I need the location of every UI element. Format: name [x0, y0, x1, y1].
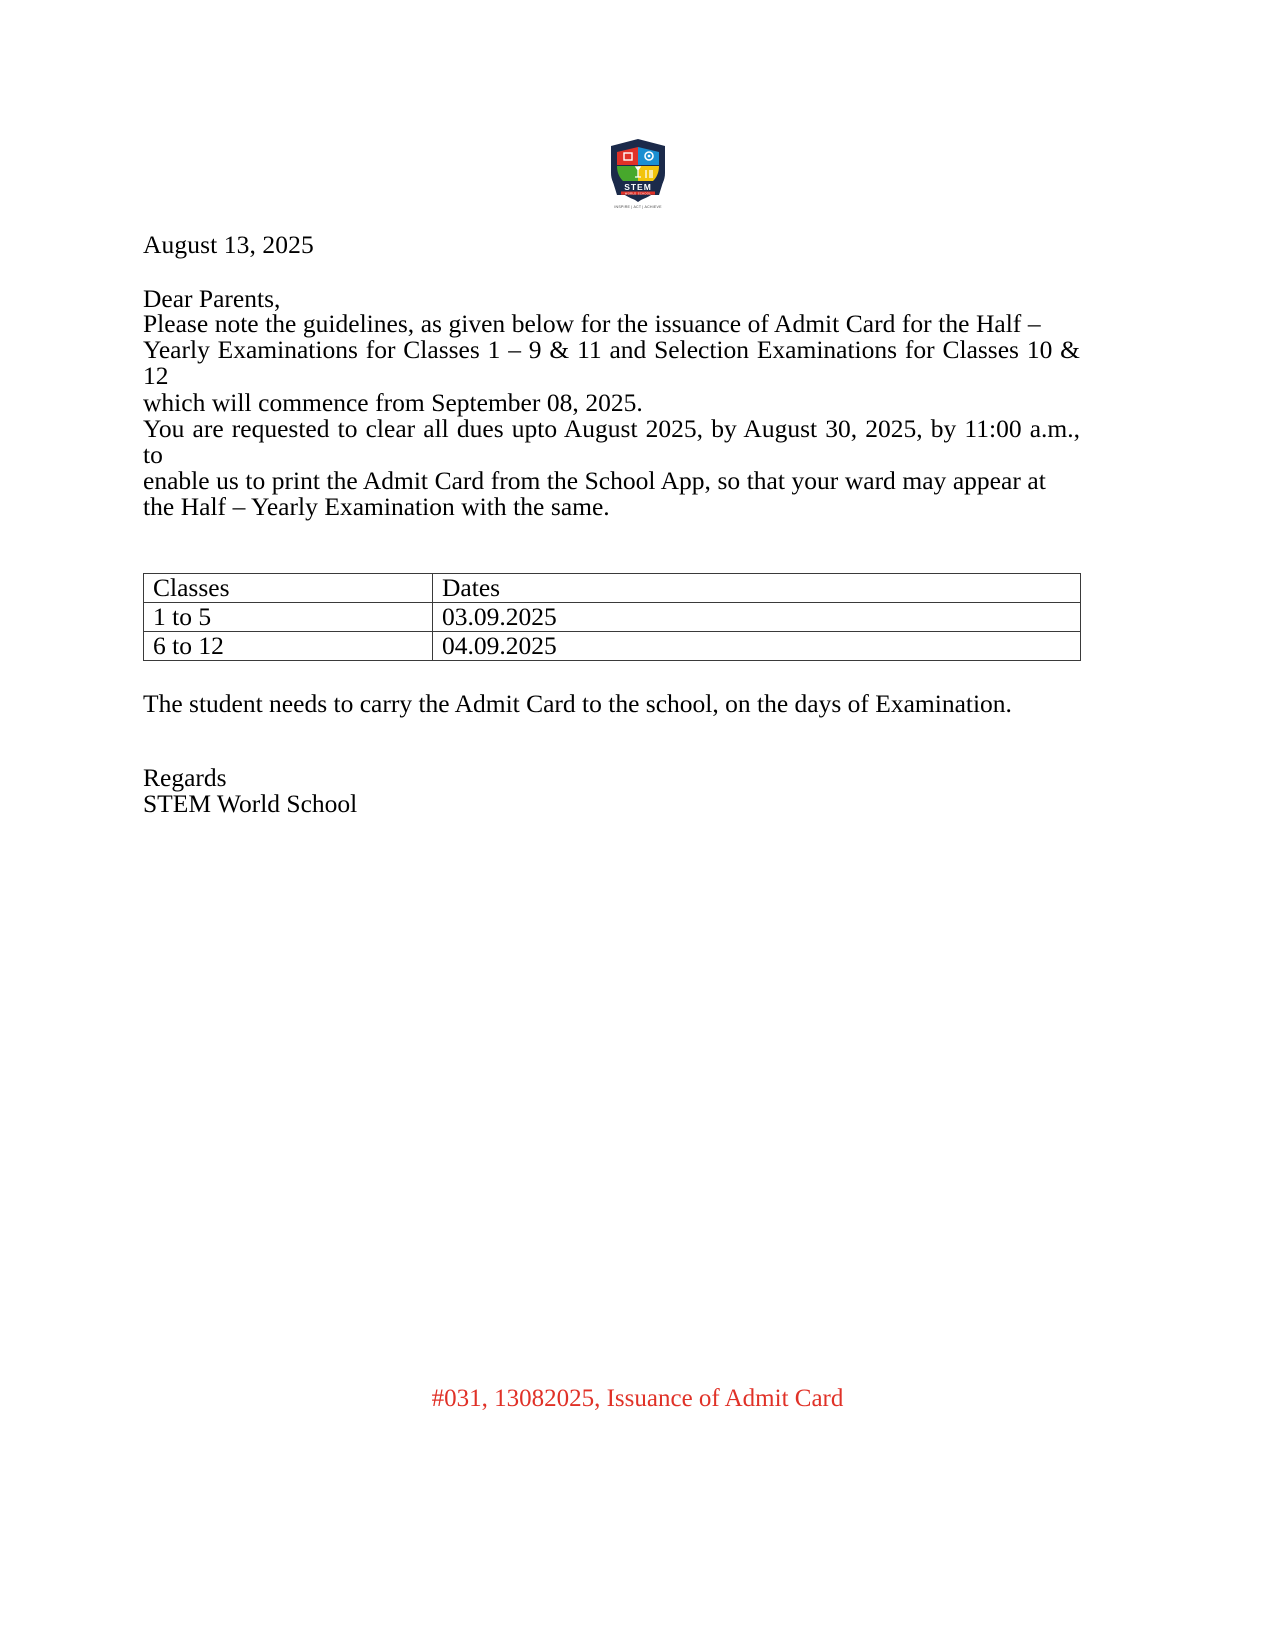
paragraph-line: which will commence from September 08, 2025.	[143, 387, 643, 417]
svg-text:WORLD SCHOOL: WORLD SCHOOL	[624, 192, 651, 196]
cell-date: 04.09.2025	[433, 631, 1081, 660]
post-table-note: The student needs to carry the Admit Card to the school, on the days of Examination.	[143, 688, 1012, 718]
cell-classes: 6 to 12	[144, 631, 433, 660]
paragraph-line: Yearly Examinations for Classes 1 – 9 & 11 and Selection Examinations for Classes 10 & 12	[143, 335, 1080, 391]
column-header-classes: Classes	[144, 573, 433, 602]
svg-text:INSPIRE | ACT | ACHIEVE: INSPIRE | ACT | ACHIEVE	[613, 205, 662, 209]
paragraph-line: Please note the guidelines, as given below for the issuance of Admit Card for the Half –	[143, 309, 1041, 338]
table-row	[144, 631, 1081, 660]
paragraph-line: enable us to print the Admit Card from the School App, so that your ward may appear at	[143, 466, 1046, 496]
paragraph-line: the Half – Yearly Examination with the same.	[143, 492, 610, 522]
table-header-row	[144, 573, 1081, 602]
cell-classes: 1 to 5	[144, 602, 433, 631]
signoff-regards: Regards	[143, 763, 227, 793]
table-row	[144, 602, 1081, 631]
column-header-dates: Dates	[433, 573, 1081, 602]
svg-text:STEM: STEM	[623, 182, 652, 192]
signoff-block	[143, 765, 1080, 817]
letter-date: August 13, 2025	[143, 230, 314, 259]
admit-card-schedule-table	[143, 573, 1081, 661]
signoff-sender: STEM World School	[143, 789, 358, 819]
cell-date: 03.09.2025	[433, 602, 1081, 631]
salutation: Dear Parents,	[143, 283, 281, 313]
paragraph-dues	[143, 413, 1080, 522]
letter-body	[143, 0, 1080, 817]
paragraph-guidelines	[143, 311, 1080, 416]
paragraph-line: You are requested to clear all dues upto August 2025, by August 30, 2025, by 11:00 a.m., to	[143, 413, 1080, 470]
footer-reference: #031, 13082025, Issuance of Admit Card	[431, 1385, 844, 1412]
